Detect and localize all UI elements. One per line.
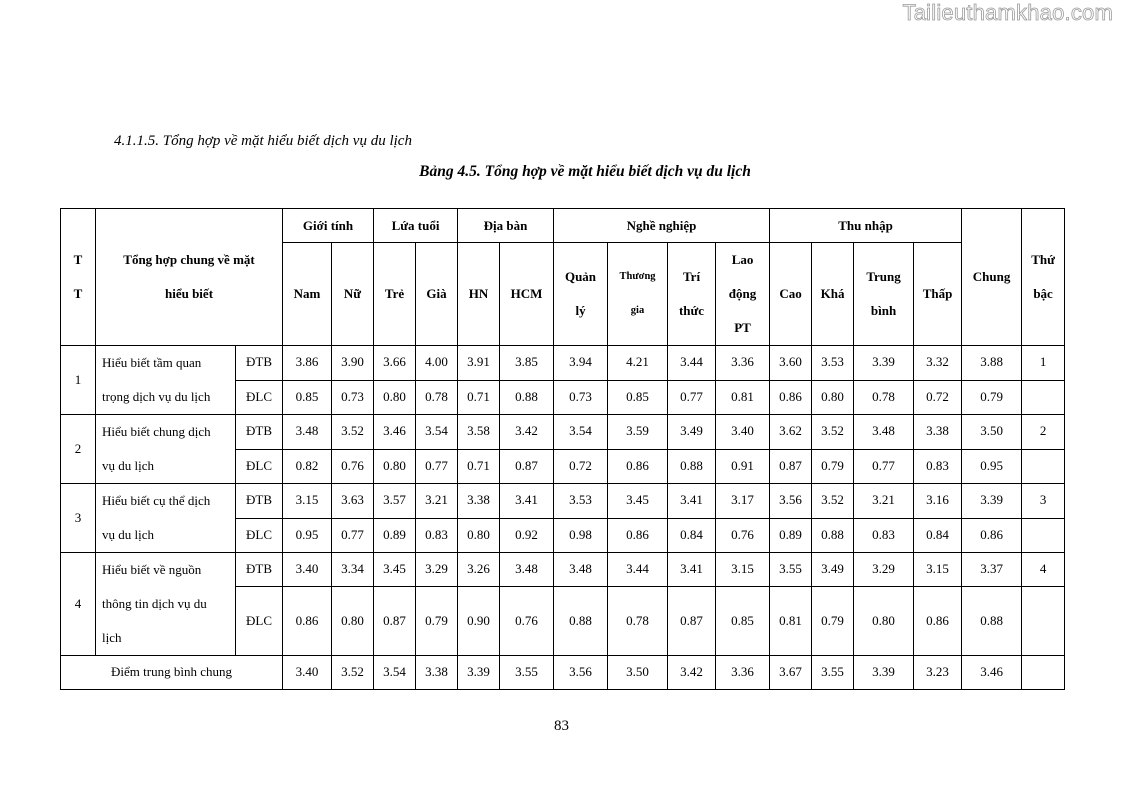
value-cell: 4.21	[608, 346, 668, 381]
value-cell: 3.54	[416, 415, 458, 450]
rank-empty	[1022, 449, 1065, 484]
value-cell: 0.81	[770, 587, 812, 656]
value-cell: 3.26	[458, 553, 500, 587]
header-intellectual-line1: Trí	[682, 269, 701, 284]
header-rank	[1022, 209, 1065, 346]
rank-empty	[1022, 380, 1065, 415]
value-cell: 0.84	[668, 518, 716, 553]
summary-value: 3.55	[812, 656, 854, 690]
value-cell: 0.85	[283, 380, 332, 415]
summary-value: 3.67	[770, 656, 812, 690]
header-tt	[61, 209, 96, 346]
value-cell: 3.49	[668, 415, 716, 450]
section-heading: 4.1.1.5. Tổng hợp về mặt hiểu biết dịch vụ du lịch	[114, 133, 412, 149]
row-label-line2: trọng dịch vụ du lịch	[102, 389, 211, 404]
header-area: Địa bàn	[458, 209, 554, 243]
header-tt-line2: T	[73, 286, 83, 301]
table-row	[61, 553, 1065, 587]
header-criteria	[96, 209, 283, 346]
header-good: Khá	[812, 243, 854, 346]
summary-value: 3.55	[500, 656, 554, 690]
value-cell: 0.73	[332, 380, 374, 415]
row-label-line2: vụ du lịch	[102, 458, 154, 473]
table-row	[61, 484, 1065, 519]
value-cell: 0.86	[283, 587, 332, 656]
value-cell: 3.59	[608, 415, 668, 450]
header-occupation: Nghề nghiệp	[554, 209, 770, 243]
value-cell: 0.77	[668, 380, 716, 415]
row-label-line1: Hiểu biết chung dịch	[102, 424, 211, 439]
value-cell: 3.32	[914, 346, 962, 381]
header-hn: HN	[458, 243, 500, 346]
header-trader-line2: gia	[630, 305, 645, 316]
value-cell: 0.83	[416, 518, 458, 553]
table-row	[61, 346, 1065, 381]
value-cell: 3.15	[283, 484, 332, 519]
summary-value: 3.40	[283, 656, 332, 690]
value-cell: 0.87	[500, 449, 554, 484]
row-label-line1: Hiểu biết tầm quan	[102, 355, 202, 370]
value-cell: 3.94	[554, 346, 608, 381]
value-cell: 3.41	[668, 553, 716, 587]
value-cell: 0.92	[500, 518, 554, 553]
value-cell: 3.48	[854, 415, 914, 450]
value-cell: 3.29	[854, 553, 914, 587]
header-mid-line1: Trung	[866, 269, 901, 284]
table-caption: Bảng 4.5. Tổng hợp về mặt hiểu biết dịch vụ du lịch	[419, 163, 751, 180]
value-cell: 3.53	[554, 484, 608, 519]
header-gender: Giới tính	[283, 209, 374, 243]
value-cell: 0.77	[416, 449, 458, 484]
summary-value: 3.23	[914, 656, 962, 690]
header-criteria-line1: Tổng hợp chung về mặt	[123, 252, 255, 267]
overall-value: 0.79	[962, 380, 1022, 415]
rank-value: 4	[1022, 553, 1065, 587]
overall-value: 0.95	[962, 449, 1022, 484]
value-cell: 0.80	[374, 380, 416, 415]
header-mid	[854, 243, 914, 346]
value-cell: 0.76	[716, 518, 770, 553]
header-rank-line2: bậc	[1033, 286, 1053, 301]
value-cell: 3.38	[914, 415, 962, 450]
summary-value: 3.52	[332, 656, 374, 690]
value-cell: 3.40	[283, 553, 332, 587]
value-cell: 3.63	[332, 484, 374, 519]
value-cell: 0.86	[770, 380, 812, 415]
summary-value: 3.38	[416, 656, 458, 690]
row-number: 3	[61, 484, 96, 553]
summary-value: 3.56	[554, 656, 608, 690]
value-cell: 3.21	[854, 484, 914, 519]
value-cell: 3.45	[374, 553, 416, 587]
value-cell: 0.78	[416, 380, 458, 415]
row-label-line2: vụ du lịch	[102, 527, 154, 542]
header-intellectual-line2: thức	[678, 303, 705, 318]
dlc-code: ĐLC	[236, 587, 283, 656]
value-cell: 3.58	[458, 415, 500, 450]
value-cell: 3.49	[812, 553, 854, 587]
overall-value: 0.86	[962, 518, 1022, 553]
rank-empty	[1022, 518, 1065, 553]
summary-overall: 3.46	[962, 656, 1022, 690]
value-cell: 0.77	[854, 449, 914, 484]
value-cell: 0.86	[608, 449, 668, 484]
dtb-code: ĐTB	[236, 553, 283, 587]
header-mid-line2: bình	[870, 303, 897, 318]
dlc-code: ĐLC	[236, 449, 283, 484]
header-income: Thu nhập	[770, 209, 962, 243]
rank-empty	[1022, 656, 1065, 690]
table-row	[61, 415, 1065, 450]
header-hcm: HCM	[500, 243, 554, 346]
summary-label: Điểm trung bình chung	[61, 656, 283, 690]
value-cell: 3.38	[458, 484, 500, 519]
value-cell: 0.77	[332, 518, 374, 553]
value-cell: 0.71	[458, 449, 500, 484]
value-cell: 0.88	[554, 587, 608, 656]
value-cell: 0.80	[812, 380, 854, 415]
row-label-line2: thông tin dịch vụ du	[102, 596, 207, 611]
value-cell: 0.80	[854, 587, 914, 656]
value-cell: 3.52	[812, 415, 854, 450]
value-cell: 0.80	[374, 449, 416, 484]
value-cell: 0.98	[554, 518, 608, 553]
value-cell: 3.15	[716, 553, 770, 587]
value-cell: 0.82	[283, 449, 332, 484]
value-cell: 0.88	[668, 449, 716, 484]
value-cell: 0.78	[608, 587, 668, 656]
value-cell: 3.90	[332, 346, 374, 381]
header-manager-line2: lý	[575, 303, 586, 318]
overall-value: 0.88	[962, 587, 1022, 656]
value-cell: 0.95	[283, 518, 332, 553]
value-cell: 0.81	[716, 380, 770, 415]
value-cell: 0.80	[332, 587, 374, 656]
value-cell: 3.41	[500, 484, 554, 519]
header-criteria-line2: hiểu biết	[164, 286, 214, 301]
overall-value: 3.39	[962, 484, 1022, 519]
value-cell: 0.79	[812, 587, 854, 656]
header-labor-line3: PT	[734, 320, 751, 335]
dlc-code: ĐLC	[236, 518, 283, 553]
value-cell: 3.86	[283, 346, 332, 381]
value-cell: 3.17	[716, 484, 770, 519]
value-cell: 0.83	[914, 449, 962, 484]
overall-value: 3.37	[962, 553, 1022, 587]
header-intellectual	[668, 243, 716, 346]
value-cell: 3.45	[608, 484, 668, 519]
rank-value: 3	[1022, 484, 1065, 519]
value-cell: 0.72	[554, 449, 608, 484]
value-cell: 0.72	[914, 380, 962, 415]
value-cell: 3.60	[770, 346, 812, 381]
value-cell: 3.39	[854, 346, 914, 381]
rank-value: 2	[1022, 415, 1065, 450]
value-cell: 3.53	[812, 346, 854, 381]
dlc-code: ĐLC	[236, 380, 283, 415]
row-label	[96, 346, 236, 415]
row-label-line3: lịch	[102, 630, 122, 645]
value-cell: 0.91	[716, 449, 770, 484]
value-cell: 3.52	[332, 415, 374, 450]
value-cell: 3.46	[374, 415, 416, 450]
header-manager-line1: Quản	[564, 269, 597, 284]
value-cell: 3.40	[716, 415, 770, 450]
value-cell: 3.48	[554, 553, 608, 587]
value-cell: 0.88	[500, 380, 554, 415]
value-cell: 0.76	[332, 449, 374, 484]
value-cell: 0.90	[458, 587, 500, 656]
header-high: Cao	[770, 243, 812, 346]
dtb-code: ĐTB	[236, 415, 283, 450]
dtb-code: ĐTB	[236, 346, 283, 381]
value-cell: 0.89	[770, 518, 812, 553]
value-cell: 0.85	[608, 380, 668, 415]
value-cell: 3.48	[283, 415, 332, 450]
value-cell: 0.83	[854, 518, 914, 553]
value-cell: 0.89	[374, 518, 416, 553]
rank-value: 1	[1022, 346, 1065, 381]
value-cell: 0.85	[716, 587, 770, 656]
value-cell: 3.66	[374, 346, 416, 381]
value-cell: 3.91	[458, 346, 500, 381]
value-cell: 0.80	[458, 518, 500, 553]
header-overall: Chung	[962, 209, 1022, 346]
header-old: Già	[416, 243, 458, 346]
summary-value: 3.39	[854, 656, 914, 690]
summary-value: 3.36	[716, 656, 770, 690]
header-labor-line1: Lao	[731, 252, 754, 267]
header-row-groups	[61, 209, 1065, 243]
value-cell: 3.15	[914, 553, 962, 587]
row-number: 4	[61, 553, 96, 656]
overall-value: 3.88	[962, 346, 1022, 381]
value-cell: 3.85	[500, 346, 554, 381]
header-labor-line2: động	[728, 286, 757, 301]
row-label-line1: Hiểu biết cụ thể dịch	[102, 493, 211, 508]
value-cell: 3.54	[554, 415, 608, 450]
header-age: Lứa tuổi	[374, 209, 458, 243]
value-cell: 3.21	[416, 484, 458, 519]
summary-value: 3.54	[374, 656, 416, 690]
value-cell: 3.42	[500, 415, 554, 450]
value-cell: 0.86	[914, 587, 962, 656]
summary-row	[61, 656, 1065, 690]
value-cell: 0.79	[812, 449, 854, 484]
value-cell: 0.73	[554, 380, 608, 415]
value-cell: 0.76	[500, 587, 554, 656]
row-label	[96, 415, 236, 484]
value-cell: 3.44	[608, 553, 668, 587]
value-cell: 3.29	[416, 553, 458, 587]
summary-value: 3.50	[608, 656, 668, 690]
value-cell: 3.55	[770, 553, 812, 587]
value-cell: 3.48	[500, 553, 554, 587]
value-cell: 3.57	[374, 484, 416, 519]
value-cell: 3.41	[668, 484, 716, 519]
row-label	[96, 484, 236, 553]
value-cell: 0.87	[668, 587, 716, 656]
table-body	[61, 346, 1065, 690]
summary-value: 3.42	[668, 656, 716, 690]
header-female: Nữ	[332, 243, 374, 346]
row-number: 1	[61, 346, 96, 415]
value-cell: 0.84	[914, 518, 962, 553]
row-number: 2	[61, 415, 96, 484]
summary-value: 3.39	[458, 656, 500, 690]
value-cell: 3.44	[668, 346, 716, 381]
header-labor	[716, 243, 770, 346]
value-cell: 3.16	[914, 484, 962, 519]
value-cell: 0.79	[416, 587, 458, 656]
value-cell: 4.00	[416, 346, 458, 381]
header-trader-line1: Thương	[619, 271, 656, 282]
header-rank-line1: Thứ	[1031, 252, 1055, 267]
header-manager	[554, 243, 608, 346]
overall-value: 3.50	[962, 415, 1022, 450]
value-cell: 0.87	[374, 587, 416, 656]
value-cell: 3.52	[812, 484, 854, 519]
rank-empty	[1022, 587, 1065, 656]
header-male: Nam	[283, 243, 332, 346]
watermark: Tailieuthamkhao.com	[902, 0, 1113, 25]
header-tt-line1: T	[73, 252, 83, 267]
value-cell: 3.62	[770, 415, 812, 450]
header-trader	[608, 243, 668, 346]
value-cell: 0.86	[608, 518, 668, 553]
value-cell: 3.36	[716, 346, 770, 381]
dtb-code: ĐTB	[236, 484, 283, 519]
row-label-line1: Hiểu biết về nguồn	[102, 562, 202, 577]
value-cell: 0.87	[770, 449, 812, 484]
value-cell: 0.88	[812, 518, 854, 553]
value-cell: 3.56	[770, 484, 812, 519]
page-number: 83	[554, 718, 569, 734]
value-cell: 3.34	[332, 553, 374, 587]
header-low: Thấp	[914, 243, 962, 346]
header-young: Trẻ	[374, 243, 416, 346]
row-label	[96, 553, 236, 656]
value-cell: 0.78	[854, 380, 914, 415]
value-cell: 0.71	[458, 380, 500, 415]
knowledge-summary-table	[60, 208, 1065, 690]
